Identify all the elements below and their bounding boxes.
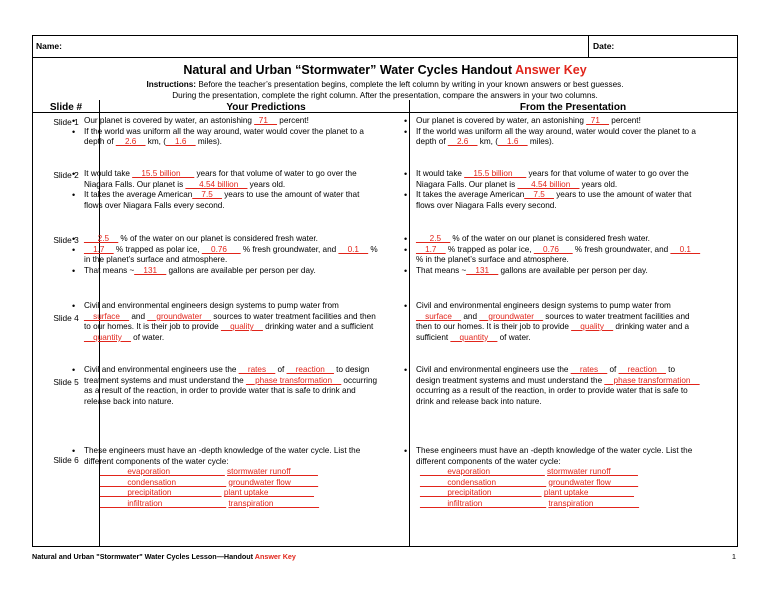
page-number: 1 bbox=[731, 552, 736, 561]
header-underline bbox=[33, 112, 737, 113]
slide-3-label: Slide 3 bbox=[53, 235, 79, 245]
prediction-slide-5: • Civil and environmental engineers use the __rates__ of __reaction__ to design treatment systems and must understand the __phase transformation__ occurring as a result of the reaction, in order to provide water that is safe to drink and release back into nature. bbox=[72, 365, 380, 407]
answer-key-label: Answer Key bbox=[515, 63, 587, 77]
prediction-slide-6: • These engineers must have an -depth knowledge of the water cycle. List the different components of the water cycle: ______evaporation____________ stormwater runoff______ ______condensation___________ groundwater flow______ ______precipitation___________ plant uptake__________ ______infiltration______________ transpiration__________ bbox=[72, 446, 380, 510]
name-label: Name: bbox=[36, 41, 62, 51]
column-header-slide: Slide # bbox=[49, 102, 83, 113]
presentation-slide-2: • It would take __15.5 billion___ years for that volume of water to go over the Niagara Falls. Our planet is ___4.54 billion__ years old. • It takes the average American__7.5__ years to use the amount of water that flows over Niagara Falls every second. bbox=[404, 169, 701, 211]
presentation-slide-5: • Civil and environmental engineers use the __rates__ of __reaction__ to design treatment systems and must understand the __phase transformation__ occurring as a result of the reaction, in order to provide water that is safe to drink and release back into nature. bbox=[404, 365, 701, 407]
column-header-predictions: Your Predictions bbox=[226, 102, 306, 113]
date-label: Date: bbox=[593, 41, 615, 51]
instructions: Instructions: Before the teacher’s presentation begins, complete the left column by writing in your known answers or best guesses. During the presentation, complete the right column. After the presentation, compare the answers in your two columns. bbox=[146, 80, 624, 100]
slide-6-label: Slide 6 bbox=[53, 455, 79, 465]
prediction-slide-1: • Our planet is covered by water, an astonishing _71__ percent! • If the world was uniform all the way around, water would cover the planet to a depth of __2.6__ km, (__1.6__ miles). bbox=[72, 116, 380, 148]
page-title: Natural and Urban “Stormwater” Water Cycles Handout Answer Key bbox=[183, 63, 587, 77]
column-header-presentation: From the Presentation bbox=[519, 102, 627, 113]
slide-2-label: Slide 2 bbox=[53, 170, 79, 180]
presentation-slide-4: • Civil and environmental engineers design systems to pump water from __surface__ and __groundwater__ sources to water treatment facilities and then to our homes. It is their job to provide __quality__ drinking water and a sufficient __quantity__ of water. bbox=[404, 301, 701, 343]
slide-1-label: Slide 1 bbox=[53, 117, 79, 127]
header-row bbox=[33, 36, 737, 58]
presentation-slide-6: • These engineers must have an -depth knowledge of the water cycle. List the different components of the water cycle: ______evaporation____________ stormwater runoff______ ______condensation___________ groundwater flow______ ______precipitation___________ plant uptake__________ ______infiltration______________ transpiration__________ bbox=[404, 446, 701, 510]
footer: Natural and Urban "Stormwater" Water Cycles Lesson—Handout Answer Key bbox=[32, 552, 296, 561]
prediction-slide-2: • It would take __15.5 billion___ years for that volume of water to go over the Niagara Falls. Our planet is ___4.54 billion__ years old. • It takes the average American__7.5__ years to use the amount of water that flows over Niagara Falls every second. bbox=[72, 169, 380, 211]
header-divider bbox=[588, 36, 589, 57]
prediction-slide-3: • ___2.5__ % of the water on our planet is considered fresh water. • __1.7__ % trapped as polar ice, __0.76___ % fresh groundwater, and __0.1__ % in the planet’s surface and atmosphere. • That means ~__131__ gallons are available per person per day. bbox=[72, 234, 380, 276]
slide-4-label: Slide 4 bbox=[53, 313, 79, 323]
presentation-slide-1: • Our planet is covered by water, an astonishing _71__ percent! • If the world was uniform all the way around, water would cover the planet to a depth of __2.6__ km, (__1.6__ miles). bbox=[404, 116, 701, 148]
prediction-slide-4: • Civil and environmental engineers design systems to pump water from __surface__ and __groundwater__ sources to water treatment facilities and then to our homes. It is their job to provide __quality__ drinking water and a sufficient __quantity__ of water. bbox=[72, 301, 380, 343]
presentation-slide-3: • ___2.5__ % of the water on our planet is considered fresh water. • __1.7__ % trapped as polar ice, __0.76___ % fresh groundwater, and __0.1__ % in the planet’s surface and atmosphere. • That means ~__131__ gallons are available per person per day. bbox=[404, 234, 701, 276]
slide-5-label: Slide 5 bbox=[53, 377, 79, 387]
